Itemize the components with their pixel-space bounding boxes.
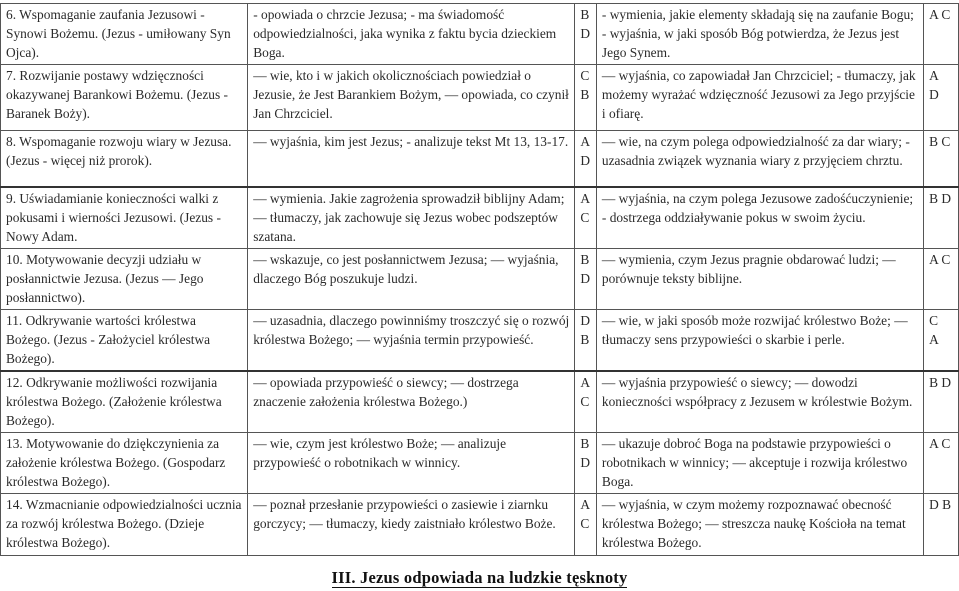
level-code: C — [580, 209, 590, 225]
table-row — [1, 494, 959, 556]
level-code: B — [580, 7, 590, 22]
extended-requirements-cell: — wie, w jaki sposób może rozwijać królestwo Boże; — tłumaczy sens przypowieści o skarbie i perle. — [596, 310, 923, 372]
basic-levels-cell — [575, 310, 597, 372]
basic-requirements-cell: - opowiada o chrzcie Jezusa; - ma świadomość odpowiedzialności, jaka wynika z faktu bycia dzieckiem Boga. — [248, 4, 575, 65]
table-row — [1, 310, 959, 372]
basic-levels-cell — [575, 4, 597, 65]
topic-cell: 10. Motywowanie decyzji udziału w posłannictwie Jezusa. (Jezus — Jego posłannictwo). — [1, 249, 248, 310]
table-row — [1, 4, 959, 65]
topic-cell: 11. Odkrywanie wartości królestwa Bożego. (Jezus - Założyciel królestwa Bożego). — [1, 310, 248, 372]
basic-requirements-cell: — opowiada przypowieść o siewcy; — dostrzega znaczenie założenia królestwa Bożego.) — [248, 371, 575, 433]
topic-cell: 8. Wspomaganie rozwoju wiary w Jezusa. (Jezus - więcej niż prorok). — [1, 131, 248, 187]
level-code: D — [580, 26, 591, 41]
basic-requirements-cell: — poznał przesłanie przypowieści o zasiewie i ziarnku gorczycy; — tłumaczy, kiedy zaistniało królestwo Boże. — [248, 494, 575, 556]
level-code: C — [580, 68, 590, 83]
basic-levels-cell — [575, 249, 597, 310]
level-code: A — [580, 134, 591, 149]
section-title — [0, 568, 959, 587]
level-code: A C — [929, 7, 951, 22]
level-code: C — [580, 516, 590, 531]
curriculum-table-body — [1, 4, 959, 556]
level-code: D — [580, 153, 591, 168]
basic-requirements-cell: — wyjaśnia, kim jest Jezus; - analizuje tekst Mt 13, 13-17. — [248, 131, 575, 187]
basic-requirements-cell: — wskazuje, co jest posłannictwem Jezusa; — wyjaśnia, dlaczego Bóg poszukuje ludzi. — [248, 249, 575, 310]
extended-levels-cell — [924, 65, 959, 131]
level-code: A — [929, 68, 939, 83]
table-row — [1, 65, 959, 131]
extended-requirements-cell: — wyjaśnia, co zapowiadał Jan Chrzciciel; - tłumaczy, jak możemy wyrażać wdzięczność Jezusowi za Jego przyjście i ofiarę. — [596, 65, 923, 131]
level-code: A C — [929, 436, 951, 451]
extended-levels-cell — [924, 131, 959, 187]
extended-requirements-cell: — ukazuje dobroć Boga na podstawie przypowieści o robotnikach w winnicy; — akceptuje i rozwija królestwo Boga. — [596, 433, 923, 494]
topic-cell: 13. Motywowanie do dziękczynienia za założenie królestwa Bożego. (Gospodarz królestwa Bożego). — [1, 433, 248, 494]
basic-levels-cell — [575, 494, 597, 556]
basic-requirements-cell: — wymienia. Jakie zagrożenia sprowadził biblijny Adam; — tłumaczy, jak zachowuje się Jezus wobec podszeptów szatana. — [248, 187, 575, 249]
basic-requirements-cell: — wie, czym jest królestwo Boże; — analizuje przypowieść o robotnikach w winnicy. — [248, 433, 575, 494]
extended-requirements-cell: — wyjaśnia, na czym polega Jezusowe zadośćuczynienie; - dostrzega oddziaływanie pokus w swoim życiu. — [596, 187, 923, 249]
extended-levels-cell — [924, 433, 959, 494]
basic-requirements-cell: — uzasadnia, dlaczego powinniśmy troszczyć się o rozwój królestwa Bożego; — wyjaśnia termin przypowieść. — [248, 310, 575, 372]
section-title-text: III. Jezus odpowiada na ludzkie tęsknoty — [331, 568, 628, 587]
level-code: B — [580, 87, 590, 102]
level-code: A — [580, 497, 591, 512]
basic-levels-cell — [575, 131, 597, 187]
level-code: D B — [929, 497, 952, 512]
extended-requirements-cell: — wie, na czym polega odpowiedzialność za dar wiary; - uzasadnia związek wyznania wiary z przyjęciem chrztu. — [596, 131, 923, 187]
extended-levels-cell — [924, 187, 959, 249]
basic-levels-cell — [575, 433, 597, 494]
level-code: B D — [929, 375, 952, 390]
extended-levels-cell — [924, 4, 959, 65]
topic-cell: 6. Wspomaganie zaufania Jezusowi - Synowi Bożemu. (Jezus - umiłowany Syn Ojca). — [1, 4, 248, 65]
extended-levels-cell — [924, 494, 959, 556]
topic-cell: 14. Wzmacnianie odpowiedzialności ucznia za rozwój królestwa Bożego. (Dzieje królestwa Bożego). — [1, 494, 248, 556]
level-code: D — [580, 313, 591, 328]
table-row — [1, 371, 959, 433]
table-row — [1, 433, 959, 494]
level-code: B D — [929, 190, 952, 206]
basic-requirements-cell: — wie, kto i w jakich okolicznościach powiedział o Jezusie, że Jest Barankiem Bożym, — opowiada, co czynił Jan Chrzciciel. — [248, 65, 575, 131]
extended-requirements-cell: — wyjaśnia, w czym możemy rozpoznawać obecność królestwa Bożego; — streszcza naukę Kościoła na temat królestwa Bożego. — [596, 494, 923, 556]
level-code: B C — [929, 134, 951, 149]
extended-requirements-cell: — wyjaśnia przypowieść o siewcy; — dowodzi konieczności współpracy z Jezusem w królestwie Bożym. — [596, 371, 923, 433]
extended-requirements-cell: - wymienia, jakie elementy składają się na zaufanie Bogu; - wyjaśnia, w jaki sposób Bóg potwierdza, że Jezus jest Jego Synem. — [596, 4, 923, 65]
level-code: B — [580, 252, 590, 267]
basic-levels-cell — [575, 371, 597, 433]
level-code: A — [580, 375, 591, 390]
level-code: A — [929, 332, 939, 347]
extended-requirements-cell: — wymienia, czym Jezus pragnie obdarować ludzi; — porównuje teksty biblijne. — [596, 249, 923, 310]
topic-cell: 7. Rozwijanie postawy wdzięczności okazywanej Barankowi Bożemu. (Jezus - Baranek Boży). — [1, 65, 248, 131]
topic-cell: 9. Uświadamianie konieczności walki z pokusami i wierności Jezusowi. (Jezus - Nowy Adam. — [1, 187, 248, 249]
basic-levels-cell — [575, 187, 597, 249]
table-row — [1, 249, 959, 310]
table-row — [1, 131, 959, 187]
level-code: D — [580, 455, 591, 470]
extended-levels-cell — [924, 310, 959, 372]
level-code: D — [929, 87, 939, 102]
table-row — [1, 187, 959, 249]
extended-levels-cell — [924, 249, 959, 310]
extended-levels-cell — [924, 371, 959, 433]
curriculum-table — [0, 3, 959, 556]
topic-cell: 12. Odkrywanie możliwości rozwijania królestwa Bożego. (Założenie królestwa Bożego). — [1, 371, 248, 433]
level-code: A — [580, 190, 591, 206]
level-code: D — [580, 271, 591, 286]
level-code: C — [580, 394, 590, 409]
level-code: C — [929, 313, 939, 328]
level-code: B — [580, 436, 590, 451]
basic-levels-cell — [575, 65, 597, 131]
level-code: A C — [929, 252, 951, 267]
level-code: B — [580, 332, 590, 347]
